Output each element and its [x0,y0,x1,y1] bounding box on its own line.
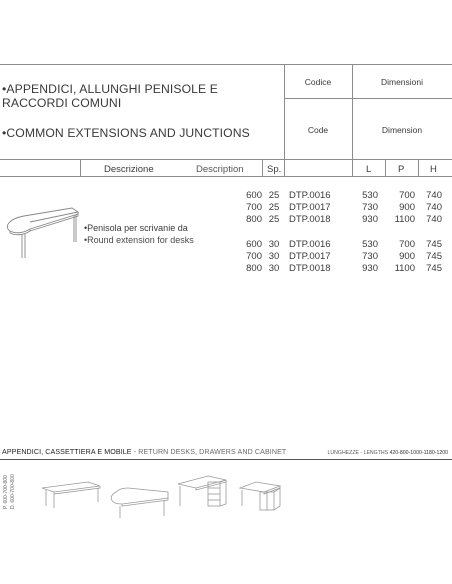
cell-size: 700 [246,202,262,213]
cell-l: 730 [362,251,378,262]
column-header-bottom [0,176,452,177]
col-divider-l [385,159,386,176]
col-descrizione: Descrizione [104,164,154,175]
cell-code: DTP.0017 [289,251,331,262]
footer-vertical-1: P. 600-700-800 [3,475,9,509]
title-italian: •APPENDICI, ALLUNGHI PENISOLE E RACCORDI COMUNI [2,82,218,110]
cell-l: 530 [362,239,378,250]
footer-title-sub: - RETURN DESKS, DRAWERS AND CABINET [131,448,287,456]
col-divider-p [418,159,419,176]
col-p: P [398,164,405,175]
cell-size: 800 [246,214,262,225]
cell-l: 530 [362,190,378,201]
cell-size: 600 [246,190,262,201]
footer-lengths-label: LUNGHEZZE - LENGTHS [327,450,390,456]
cell-code: DTP.0017 [289,202,331,213]
cell-h: 740 [426,190,442,201]
cell-sp: 30 [268,263,280,274]
cell-sp: 25 [268,202,280,213]
cell-sp: 30 [268,251,280,262]
cell-h: 740 [426,214,442,225]
cell-p: 900 [399,251,415,262]
round-extension-drawing [2,196,84,266]
col-divider-sp [284,159,285,176]
col-description: Description [196,164,244,175]
cell-code: DTP.0018 [289,214,331,225]
product-desc-english: •Round extension for desks [84,235,194,245]
col-divider-size [262,159,263,176]
cell-p: 700 [399,190,415,201]
cell-size: 600 [246,239,262,250]
cell-l: 930 [362,263,378,274]
product-desc-italian: •Penisola per scrivanie da [84,223,188,233]
footer-product-drawings [18,462,452,522]
col-sp: Sp. [267,164,282,175]
col-divider-desc [80,159,81,176]
header-mid-line [284,98,452,99]
header-dimensioni: Dimensioni [380,77,424,87]
footer-lengths [328,450,448,456]
cell-h: 740 [426,202,442,213]
col-l: L [366,164,372,175]
cell-size: 700 [246,251,262,262]
cell-h: 745 [426,263,442,274]
footer-title-main: APPENDICI, CASSETTIERA E MOBILE [2,448,132,456]
cell-code: DTP.0016 [289,239,331,250]
footer-lengths-values: 420-800-1000-1180-1200 [389,450,448,456]
cell-l: 730 [362,202,378,213]
cell-h: 745 [426,239,442,250]
footer-line [0,459,452,460]
cell-p: 1100 [394,214,415,225]
top-border [0,64,452,65]
cell-sp: 30 [268,239,280,250]
cell-p: 1100 [394,263,415,274]
header-codice: Codice [304,77,332,87]
cell-p: 900 [399,202,415,213]
header-dimension: Dimension [381,125,423,135]
col-h: H [430,164,437,175]
cell-l: 930 [362,214,378,225]
cell-size: 800 [246,263,262,274]
cell-p: 700 [399,239,415,250]
title-english: •COMMON EXTENSIONS AND JUNCTIONS [2,126,250,140]
cell-h: 745 [426,251,442,262]
footer-title [2,448,286,456]
cell-sp: 25 [268,190,280,201]
footer-vertical-2: D. 600-700-800 [10,474,16,509]
cell-code: DTP.0018 [289,263,331,274]
header-code: Code [307,125,329,135]
cell-code: DTP.0016 [289,190,331,201]
cell-sp: 25 [268,214,280,225]
